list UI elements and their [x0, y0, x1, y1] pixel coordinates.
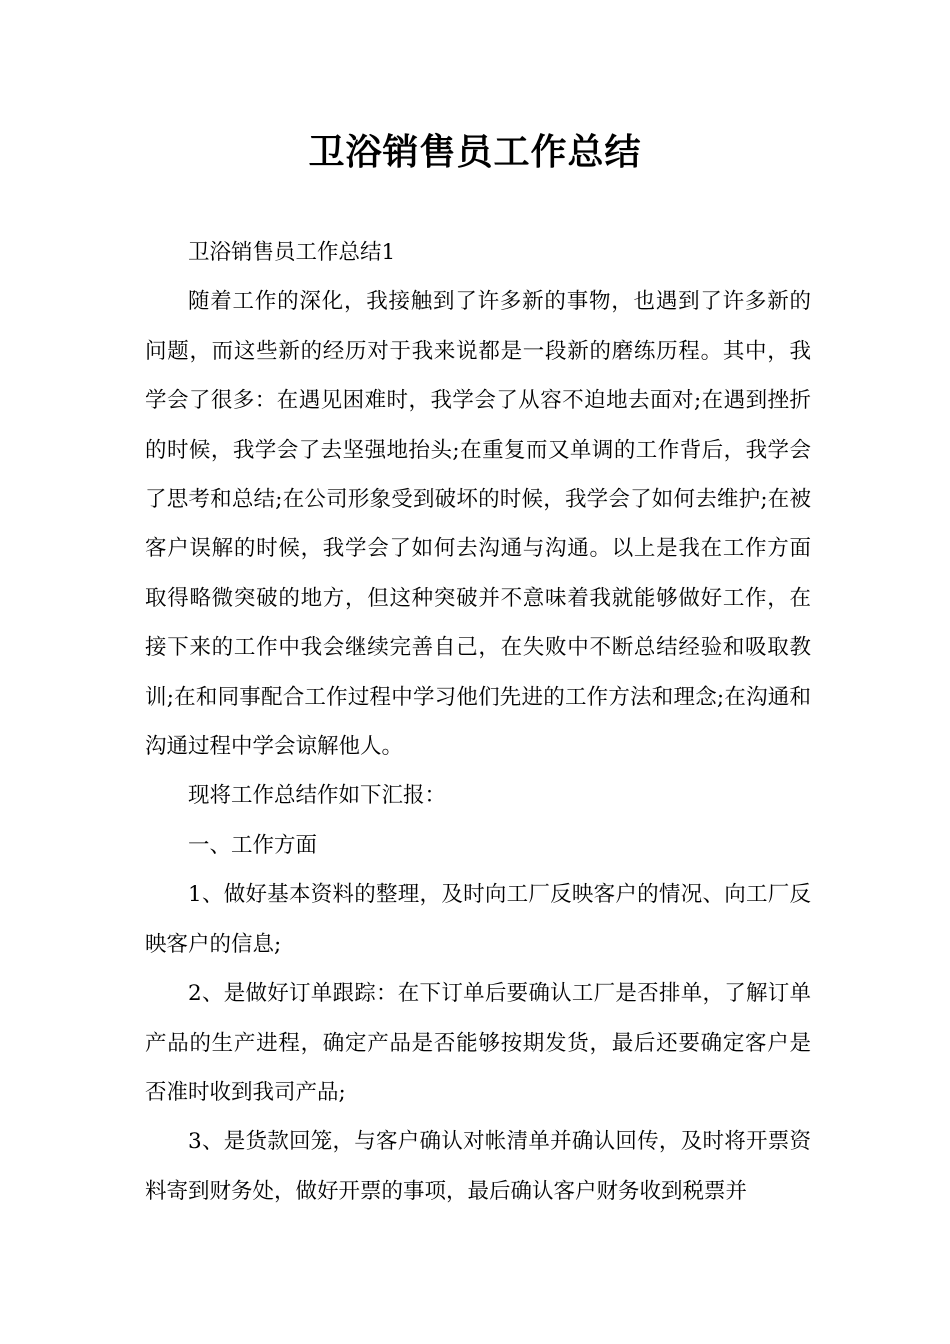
section-heading: 卫浴销售员工作总结1 [188, 240, 396, 265]
list-item: 2、是做好订单跟踪：在下订单后要确认工厂是否排单，了解订单产品的生产进程，确定产品是否能够按期发货，最后还要确定客户是否准时收到我司产品; [145, 981, 811, 1105]
document-body [145, 228, 811, 1216]
list-item: 3、是货款回笼，与客户确认对帐清单并确认回传，及时将开票资料寄到财务处，做好开票的事项，最后确认客户财务收到税票并 [145, 1129, 811, 1204]
body-paragraph: 随着工作的深化，我接触到了许多新的事物，也遇到了许多新的问题，而这些新的经历对于我来说都是一段新的磨练历程。其中，我学会了很多：在遇见困难时，我学会了从容不迫地去面对;在遇到挫折的时候，我学会了去坚强地抬头;在重复而又单调的工作背后，我学会了思考和总结;在公司形象受到破坏的时候，我学会了如何去维护;在被客户误解的时候，我学会了如何去沟通与沟通。以上是我在工作方面取得略微突破的地方，但这种突破并不意味着我就能够做好工作，在接下来的工作中我会继续完善自己，在失败中不断总结经验和吸取教训;在和同事配合工作过程中学习他们先进的工作方法和理念;在沟通和沟通过程中学会谅解他人。 [145, 289, 811, 760]
section-heading: 一、工作方面 [188, 832, 318, 858]
document-title: 卫浴销售员工作总结 [308, 132, 642, 173]
list-item: 1、做好基本资料的整理，及时向工厂反映客户的情况、向工厂反映客户的信息; [145, 882, 811, 957]
body-paragraph: 现将工作总结作如下汇报： [188, 783, 447, 809]
